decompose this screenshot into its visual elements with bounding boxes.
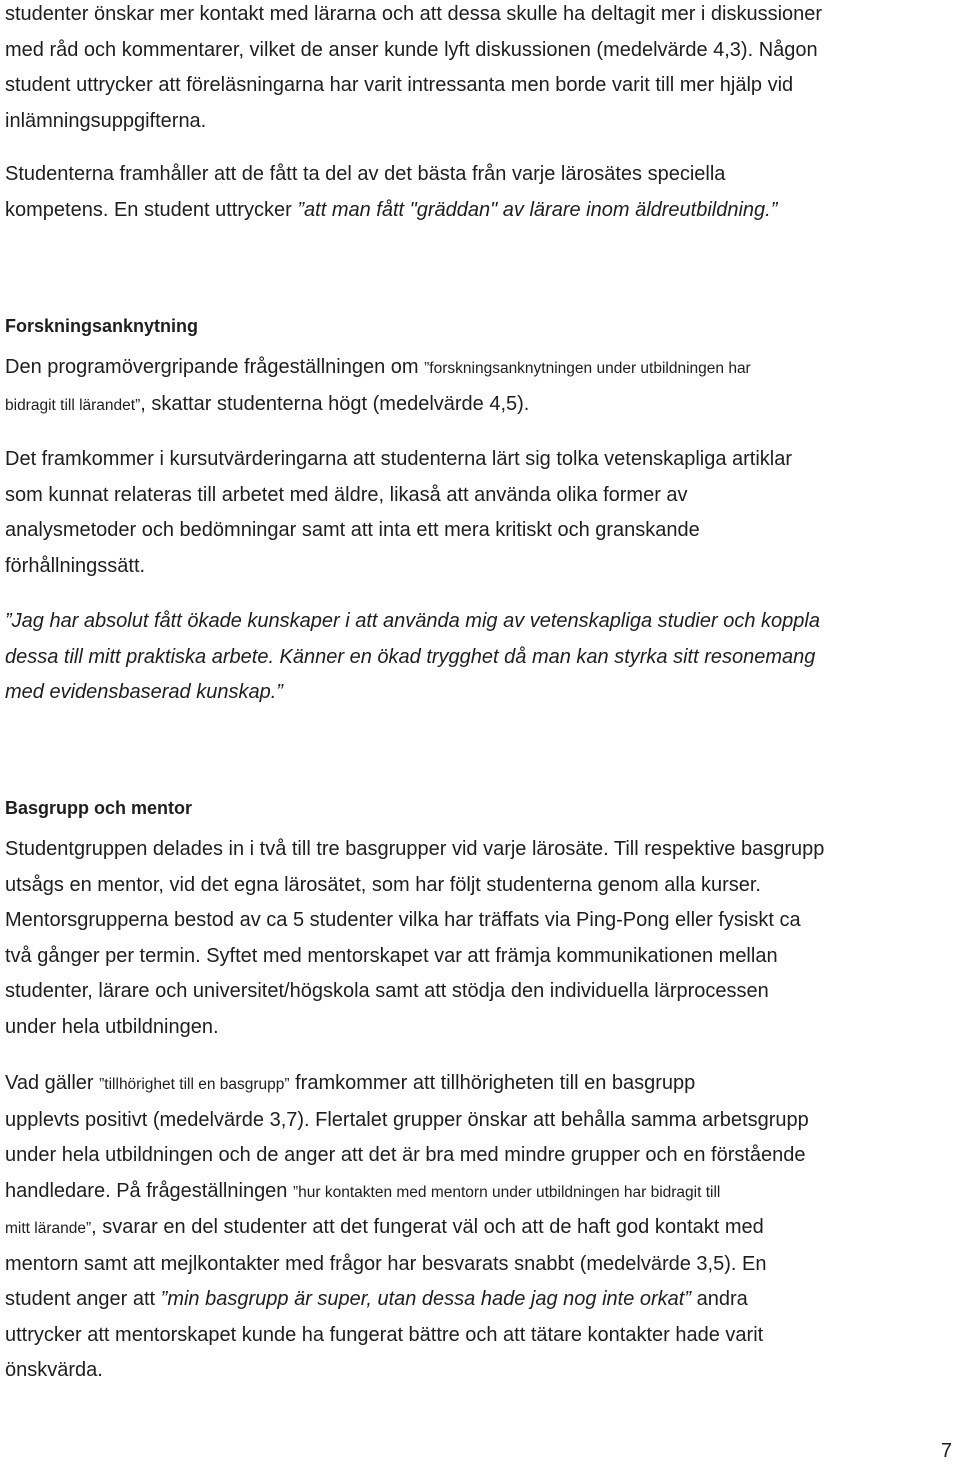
text-line: förhållningssätt. <box>5 554 146 577</box>
text-segment: handledare. På frågeställningen <box>5 1179 293 1202</box>
section-heading-basgrupp: Basgrupp och mentor <box>5 798 193 818</box>
text-line: student uttrycker att föreläsningarna har varit intressanta men borde varit till mer hjälp vid <box>5 74 794 96</box>
text-line: Studenterna framhåller att de fått ta del av det bästa från varje lärosätes speciella <box>5 163 726 185</box>
student-quote: ”att man fått "gräddan" av lärare inom äldreutbildning.” <box>297 198 778 221</box>
text-line: med evidensbaserad kunskap.” <box>5 681 283 703</box>
research-student-quote <box>5 604 820 711</box>
survey-question: mitt lärande” <box>5 1220 92 1237</box>
text-segment: student anger att <box>5 1288 161 1310</box>
intro-paragraph <box>5 0 822 139</box>
text-segment: , svarar en del studenter att det fungerat väl och att de haft god kontakt med <box>91 1216 764 1238</box>
survey-question: bidragit till lärandet” <box>5 396 141 414</box>
text-line: Studentgruppen delades in i två till tre basgrupper vid varje lärosäte. Till respektive basgrupp <box>5 838 825 860</box>
text-line: studenter, lärare och universitet/högskola samt att stödja den individuella lärprocessen <box>5 980 769 1002</box>
survey-question: ”forskningsanknytningen under utbildningen har <box>424 360 751 377</box>
text-line: under hela utbildningen och de anger att det är bra med mindre grupper och en förstående <box>5 1144 806 1166</box>
text-line: ”Jag har absolut fått ökade kunskaper i att använda mig av vetenskapliga studier och koppla <box>5 610 820 632</box>
text-line: Det framkommer i kursutvärderingarna att studenterna lärt sig tolka vetenskapliga artiklar <box>5 448 793 470</box>
survey-question: ”hur kontakten med mentorn under utbildningen har bidragit till <box>293 1183 721 1201</box>
survey-question: ”tillhörighet till en basgrupp” <box>99 1076 290 1093</box>
research-question-paragraph <box>5 350 751 423</box>
text-line: studenter önskar mer kontakt med lärarna och att dessa skulle ha deltagit mer i diskussioner <box>5 3 823 25</box>
text-segment: , skattar studenterna högt (medelvärde 4,5). <box>140 392 530 415</box>
text-segment: Den programövergripande frågeställningen om <box>5 356 425 378</box>
text-line: Mentorsgrupperna bestod av ca 5 studenter vilka har träffats via Ping-Pong eller fysiskt ca <box>5 909 801 931</box>
student-quote: ”min basgrupp är super, utan dessa hade jag nog inte orkat” <box>160 1288 692 1310</box>
text-segment: andra <box>691 1288 748 1310</box>
text-line: uttrycker att mentorskapet kunde ha fungerat bättre och att tätare kontakter hade varit <box>5 1323 764 1346</box>
mentor-body-paragraph <box>5 832 824 1045</box>
text-line: analysmetoder och bedömningar samt att inta ett mera kritiskt och granskande <box>5 519 700 541</box>
text-line: mentorn samt att mejlkontakter med frågor har besvarats snabbt (medelvärde 3,5). En <box>5 1252 767 1275</box>
text-line: under hela utbildningen. <box>5 1015 219 1038</box>
text-line: upplevts positivt (medelvärde 3,7). Flertalet grupper önskar att behålla samma arbetsgrupp <box>5 1108 809 1131</box>
text-line: som kunnat relateras till arbetet med äldre, likaså att använda olika former av <box>5 483 688 506</box>
competence-paragraph <box>5 157 777 228</box>
text-line: två gånger per termin. Syftet med mentorskapet var att främja kommunikationen mellan <box>5 944 778 967</box>
text-line: med råd och kommentarer, vilket de anser kunde lyft diskussionen (medelvärde 4,3). Någon <box>5 38 818 61</box>
text-line: utsågs en mentor, vid det egna lärosätet, som har följt studenterna genom alla kurser. <box>5 873 761 896</box>
text-segment: kompetens. En student uttrycker <box>5 198 298 221</box>
research-body-paragraph <box>5 442 792 584</box>
section-heading-forskningsanknytning: Forskningsanknytning <box>5 316 199 336</box>
mentor-evaluation-paragraph <box>5 1066 809 1389</box>
text-line: dessa till mitt praktiska arbete. Känner en ökad trygghet då man kan styrka sitt resonemang <box>5 645 816 668</box>
text-line: önskvärda. <box>5 1359 103 1381</box>
text-line: inlämningsuppgifterna. <box>5 109 207 132</box>
text-segment: Vad gäller <box>5 1072 100 1094</box>
page-number: 7 <box>940 1440 952 1462</box>
text-segment: framkommer att tillhörigheten till en basgrupp <box>289 1072 696 1094</box>
